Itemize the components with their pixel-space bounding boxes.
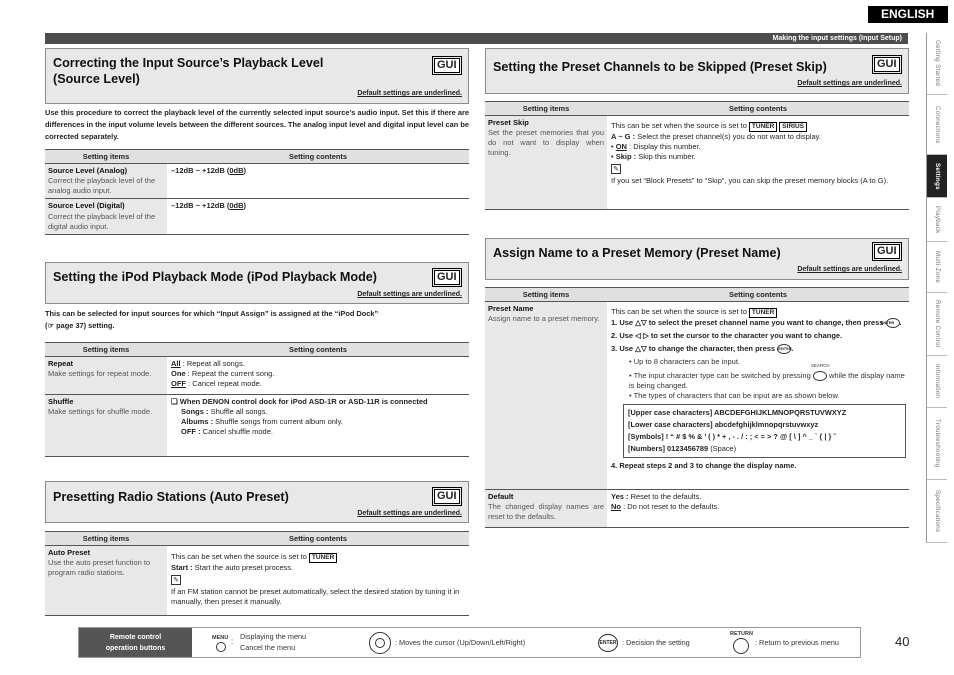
nav-settings[interactable]: Settings bbox=[927, 155, 947, 198]
default-note: Default settings are underlined. bbox=[357, 510, 462, 517]
chapter-side-nav bbox=[926, 33, 946, 543]
char-type-upper: [Upper case characters] bbox=[628, 407, 713, 417]
opt-desc: : Repeat all songs. bbox=[180, 359, 245, 368]
nav-getting-started[interactable]: Getting Started bbox=[927, 33, 947, 95]
item-default: Default bbox=[488, 492, 514, 501]
remote-label bbox=[79, 628, 192, 657]
remote-label-l2: operation buttons bbox=[105, 645, 166, 652]
opt-desc: : Repeat the current song. bbox=[185, 369, 275, 379]
char-type-symbols: [Symbols] bbox=[628, 431, 664, 441]
auto-preset-title: Presetting Radio Stations (Auto Preset) bbox=[53, 490, 289, 504]
item-shuffle: Shuffle bbox=[48, 397, 74, 406]
opt-no: No bbox=[611, 502, 621, 512]
remote-label-l1: Remote control bbox=[109, 634, 162, 641]
enter-icon: ENTER bbox=[886, 318, 900, 328]
default-note: Default settings are underlined. bbox=[357, 291, 462, 298]
menu-separator: : bbox=[231, 637, 234, 646]
col-setting-items: Setting items bbox=[45, 343, 167, 357]
memo-icon: ✎ bbox=[611, 164, 621, 174]
gui-badge: GUI bbox=[874, 244, 900, 259]
char-type-lower: [Lower case characters] bbox=[628, 419, 713, 429]
tuner-tag: TUNER bbox=[309, 553, 337, 563]
col-setting-contents: Setting contents bbox=[607, 288, 909, 302]
table-row bbox=[45, 357, 469, 395]
item-desc: Set the preset memories that you do not want to display when tuning. bbox=[488, 128, 604, 158]
opt-on: ON bbox=[615, 142, 627, 152]
return-button-icon bbox=[733, 638, 749, 654]
ipod-mode-title: Setting the iPod Playback Mode (iPod Playback Mode) bbox=[53, 270, 378, 284]
opt-a-g: A ~ G : bbox=[611, 132, 636, 141]
item-repeat: Repeat bbox=[48, 359, 74, 368]
enter-desc: : Decision the setting bbox=[622, 638, 690, 647]
item-preset-skip: Preset Skip bbox=[488, 118, 529, 127]
opt-all: All bbox=[171, 359, 181, 368]
default-note: Default settings are underlined. bbox=[797, 266, 902, 273]
opt-desc: : Do not reset to the defaults. bbox=[621, 502, 720, 512]
preset-skip-note: If you set “Block Presets” to “Skip”, you can skip the preset memory blocks (A to G). bbox=[611, 176, 889, 186]
gui-badge: GUI bbox=[434, 270, 460, 285]
range-text: –12dB ~ +12dB ( bbox=[171, 166, 230, 175]
item-desc: Correct the playback level of the analog audio input. bbox=[48, 176, 156, 196]
opt-desc: Shuffle songs from current album only. bbox=[213, 417, 343, 427]
item-desc: Use the auto preset function to program radio stations. bbox=[48, 558, 151, 578]
ipod-intro-a: This can be selected for input sources for which “Input Assign” is assigned at the “iPod Dock” bbox=[45, 309, 379, 318]
language-label: ENGLISH bbox=[868, 6, 948, 23]
bullet-char-type: • The input character type can be switched by pressing bbox=[629, 370, 811, 380]
default-value: 0dB bbox=[229, 166, 244, 175]
opt-desc: Cancel shuffle mode. bbox=[200, 427, 273, 437]
opt-start: Start : bbox=[171, 563, 193, 572]
col-setting-contents: Setting contents bbox=[167, 343, 469, 357]
remote-control-legend bbox=[78, 627, 861, 658]
default-note: Default settings are underlined. bbox=[357, 90, 462, 97]
ipod-intro-b: (☞ page 37) setting. bbox=[45, 321, 115, 330]
preset-skip-title: Setting the Preset Channels to be Skipped (Preset Skip) bbox=[493, 60, 827, 74]
range-close: ) bbox=[243, 166, 247, 175]
table-row bbox=[45, 546, 469, 616]
cursor-button-icon bbox=[369, 632, 391, 654]
col-setting-contents: Setting contents bbox=[167, 532, 469, 546]
step-3: 3. Use △▽ to change the character, then press bbox=[611, 344, 776, 354]
table-row bbox=[45, 164, 469, 199]
enter-button-icon: ENTER bbox=[598, 634, 618, 652]
nav-remote-control[interactable]: Remote Control bbox=[927, 293, 947, 356]
auto-preset-note: If an FM station cannot be preset automatically, select the desired station by tuning it in manually, then preset it manually. bbox=[171, 587, 460, 607]
tuner-tag: TUNER bbox=[749, 122, 777, 132]
opt-desc: : Display this number. bbox=[626, 142, 701, 152]
nav-troubleshooting[interactable]: Troubleshooting bbox=[927, 408, 947, 480]
ipod-table bbox=[45, 342, 469, 457]
opt-desc: Start the auto preset process. bbox=[192, 563, 294, 572]
range-close: ) bbox=[243, 201, 247, 211]
char-lower: abcdefghijklmnopqrstuvwxyz bbox=[714, 419, 819, 429]
source-level-intro: Use this procedure to correct the playback level of the currently selected input source's audio input. Set this if there are differences in the input volume levels between the different sources. The analog input level and digital input level can be corrected separately. bbox=[45, 108, 469, 141]
return-desc: : Return to previous menu bbox=[755, 638, 839, 647]
auto-preset-title-box bbox=[45, 481, 469, 523]
opt-yes: Yes : bbox=[611, 492, 629, 501]
opt-one: One bbox=[171, 369, 186, 379]
auto-preset-table bbox=[45, 531, 469, 616]
source-level-title-box bbox=[45, 48, 469, 104]
preset-skip-table bbox=[485, 101, 909, 210]
item-desc: The changed display names are reset to the defaults. bbox=[488, 502, 604, 522]
default-value: 0dB bbox=[229, 201, 244, 211]
step-4: 4. Repeat steps 2 and 3 to change the display name. bbox=[611, 460, 797, 470]
opt-desc: Reset to the defaults. bbox=[628, 492, 702, 501]
gui-badge: GUI bbox=[434, 489, 460, 504]
opt-songs: Songs : bbox=[181, 407, 209, 417]
default-note: Default settings are underlined. bbox=[797, 80, 902, 87]
range-text: –12dB ~ +12dB ( bbox=[171, 201, 230, 211]
shuffle-condition: ❑ When DENON control dock for iPod ASD-1R or ASD-11R is connected bbox=[171, 397, 428, 406]
source-level-table bbox=[45, 149, 469, 235]
nav-connections[interactable]: Connections bbox=[927, 95, 947, 155]
table-row: Preset Skip Set the preset memories that you do not want to display when tuning. This can be set when the source is set to TUNER SIRIUS A ~ G : Select the preset channel(s) you do not want to display. • ON : Display this number. • Skip : Skip this number. ✎ If you set “Block Presets” to “Skip”, you can skip the preset memory blocks (A to G). bbox=[485, 116, 909, 210]
item-desc: Assign name to a preset memory. bbox=[488, 314, 600, 324]
gui-badge: GUI bbox=[874, 57, 900, 72]
ipod-mode-title-box bbox=[45, 262, 469, 304]
source-condition: This can be set when the source is set to bbox=[611, 307, 747, 316]
source-level-title: Correcting the Input Source’s Playback Level (Source Level) bbox=[53, 56, 324, 86]
preset-name-title: Assign Name to a Preset Memory (Preset Name) bbox=[493, 246, 781, 260]
char-type-numbers: [Numbers] bbox=[628, 443, 665, 453]
bullet-char-list: • The types of characters that can be input are as shown below. bbox=[629, 390, 840, 400]
char-numbers: 0123456789 bbox=[667, 443, 709, 453]
col-setting-items: Setting items bbox=[45, 532, 167, 546]
char-upper: ABCDEFGHIJKLMNOPQRSTUVWXYZ bbox=[714, 407, 847, 417]
opt-off: OFF : bbox=[181, 427, 201, 437]
item-source-level-digital: Source Level (Digital) bbox=[48, 201, 125, 211]
memo-icon: ✎ bbox=[171, 575, 181, 585]
page-number: 40 bbox=[895, 634, 910, 649]
section-header-bar: Making the input settings (Input Setup) bbox=[45, 33, 908, 44]
item-desc: Correct the playback level of the digital audio input. bbox=[48, 211, 156, 231]
menu-desc-1: Displaying the menu bbox=[240, 632, 307, 641]
opt-desc: Skip this number. bbox=[636, 152, 696, 162]
gui-badge: GUI bbox=[434, 58, 460, 73]
preset-skip-title-box bbox=[485, 48, 909, 94]
opt-off: OFF bbox=[171, 379, 186, 389]
menu-button-icon bbox=[216, 642, 226, 652]
cursor-desc: : Moves the cursor (Up/Down/Left/Right) bbox=[395, 638, 526, 647]
item-auto-preset: Auto Preset bbox=[48, 548, 91, 557]
table-row bbox=[45, 395, 469, 457]
step-1: 1. Use △▽ to select the preset channel name you want to change, then press bbox=[611, 318, 884, 327]
item-desc: Make settings for shuffle mode. bbox=[48, 407, 153, 417]
nav-specifications[interactable]: Specifications bbox=[927, 480, 947, 543]
opt-desc: : Cancel repeat mode. bbox=[186, 379, 262, 389]
col-setting-items: Setting items bbox=[485, 102, 607, 116]
step-2: 2. Use ◁ ▷ to set the cursor to the character you want to change. bbox=[611, 331, 843, 341]
character-table bbox=[623, 404, 906, 458]
col-setting-items: Setting items bbox=[485, 288, 607, 302]
preset-name-table bbox=[485, 287, 909, 528]
opt-desc: Select the preset channel(s) you do not want to display. bbox=[635, 132, 821, 141]
item-desc: Make settings for repeat mode. bbox=[48, 369, 152, 379]
char-symbols: ! “ # $ % & ’ ( ) * + , - . / : ; < = > ? @ [ \ ] ^ _ ` { | } ˜ bbox=[665, 431, 836, 441]
bullet-max-chars: • Up to 8 characters can be input. bbox=[629, 357, 741, 367]
search-button-icon bbox=[810, 362, 830, 381]
col-setting-contents: Setting contents bbox=[607, 102, 909, 116]
menu-desc-2: Cancel the menu bbox=[240, 643, 296, 652]
return-key-label: RETURN bbox=[730, 631, 753, 637]
enter-icon: ENTER bbox=[777, 344, 791, 354]
menu-key-label: MENU bbox=[212, 635, 229, 641]
sirius-tag: SIRIUS bbox=[779, 122, 807, 132]
opt-skip: Skip : bbox=[615, 152, 637, 162]
item-preset-name: Preset Name bbox=[488, 304, 534, 313]
nav-information[interactable]: Information bbox=[927, 356, 947, 408]
char-space: (Space) bbox=[710, 443, 737, 453]
table-row: Preset Name Assign name to a preset memory. This can be set when the source is set to TUNER 1. Use △▽ to select the preset channel name you want to change, then press ENTER . 2. Use ◁ ▷ to set the cursor to the character you want to change. 3. Use △▽ to change the character, then press ENTER. • Up to 8 characters can be input. • The input character type can be switched by pressing SEARCH while the display name is being changed. • The types of characters that can be input are as shown below. [Upper case characters] ABCDEFGHIJKLMNOPQRSTUVWXYZ [Lower case characters] abcdefghijklmnopqrstuvwxyz [Symbols] ! “ # $ % & ’ ( ) * + , - . / : ; < = > ? @ [ \ ] ^ _ ` { | } ˜ [Numbers] 0123456789 (Space) 4. Repeat steps 2 and 3 to change the display name. bbox=[485, 302, 909, 490]
bullet-char-type-b: while the display name is being changed. bbox=[629, 370, 905, 390]
table-row bbox=[485, 490, 909, 528]
source-condition: This can be set when the source is set to bbox=[171, 552, 307, 561]
col-setting-contents: Setting contents bbox=[167, 150, 469, 164]
opt-albums: Albums : bbox=[181, 417, 214, 427]
opt-desc: Shuffle all songs. bbox=[208, 407, 268, 417]
preset-name-title-box bbox=[485, 238, 909, 280]
item-source-level-analog: Source Level (Analog) bbox=[48, 166, 128, 175]
source-condition: This can be set when the source is set to bbox=[611, 121, 747, 130]
col-setting-items: Setting items bbox=[45, 150, 167, 164]
search-label: SEARCH bbox=[810, 362, 830, 368]
nav-multi-zone[interactable]: Multi-Zone bbox=[927, 242, 947, 293]
nav-playback[interactable]: Playback bbox=[927, 198, 947, 242]
tuner-tag: TUNER bbox=[749, 308, 777, 318]
table-row bbox=[45, 199, 469, 234]
